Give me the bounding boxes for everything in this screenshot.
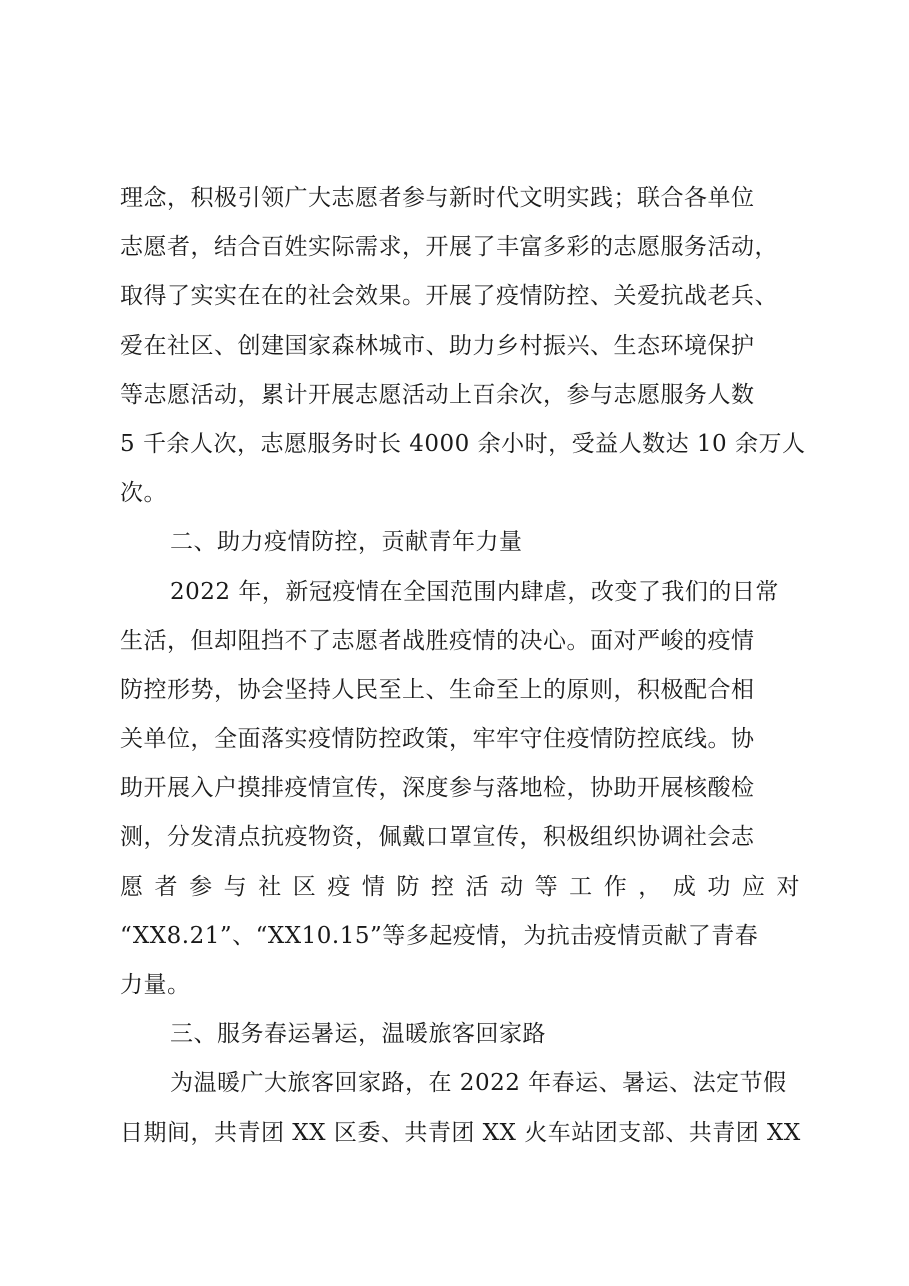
text-line: 2022 年，新冠疫情在全国范围内肆虐，改变了我们的日常 xyxy=(170,578,779,605)
text-line: 关单位，全面落实疫情防控政策，牢牢守住疫情防控底线。协 xyxy=(120,726,755,753)
section-heading: 三、服务春运暑运，温暖旅客回家路 xyxy=(170,1021,546,1048)
text-line: 为温暖广大旅客回家路，在 2022 年春运、暑运、法定节假 xyxy=(170,1070,787,1097)
text-line: 等志愿活动，累计开展志愿活动上百余次，参与志愿服务人数 xyxy=(120,381,755,408)
text-line: 次。 xyxy=(120,480,167,507)
text-line: 5 千余人次，志愿服务时长 4000 余小时，受益人数达 10 余万人 xyxy=(120,430,806,457)
text-line: “XX8.21”、“XX10.15”等多起疫情，为抗击疫情贡献了青春 xyxy=(120,922,759,949)
section-heading: 二、助力疫情防控，贡献青年力量 xyxy=(170,529,523,556)
text-line: 取得了实实在在的社会效果。开展了疫情防控、关爱抗战老兵、 xyxy=(120,283,778,310)
document-body xyxy=(120,174,806,1158)
text-line: 力量。 xyxy=(120,972,191,998)
text-line: 爱在社区、创建国家森林城市、助力乡村振兴、生态环境保护 xyxy=(120,332,755,359)
text-line: 日期间，共青团 XX 区委、共青团 XX 火车站团支部、共青团 XX xyxy=(120,1119,801,1146)
text-line: 愿者参与社区疫情防控活动等工作，成功应对 xyxy=(120,873,800,900)
text-line: 防控形势，协会坚持人民至上、生命至上的原则，积极配合相 xyxy=(120,676,755,703)
text-line: 理念，积极引领广大志愿者参与新时代文明实践；联合各单位 xyxy=(120,185,755,211)
text-line: 测，分发清点抗疫物资，佩戴口罩宣传，积极组织协调社会志 xyxy=(120,824,755,851)
text-line: 助开展入户摸排疫情宣传，深度参与落地检，协助开展核酸检 xyxy=(120,775,755,802)
text-line: 生活，但却阻挡不了志愿者战胜疫情的决心。面对严峻的疫情 xyxy=(120,627,755,654)
text-line: 志愿者，结合百姓实际需求，开展了丰富多彩的志愿服务活动， xyxy=(120,234,778,261)
